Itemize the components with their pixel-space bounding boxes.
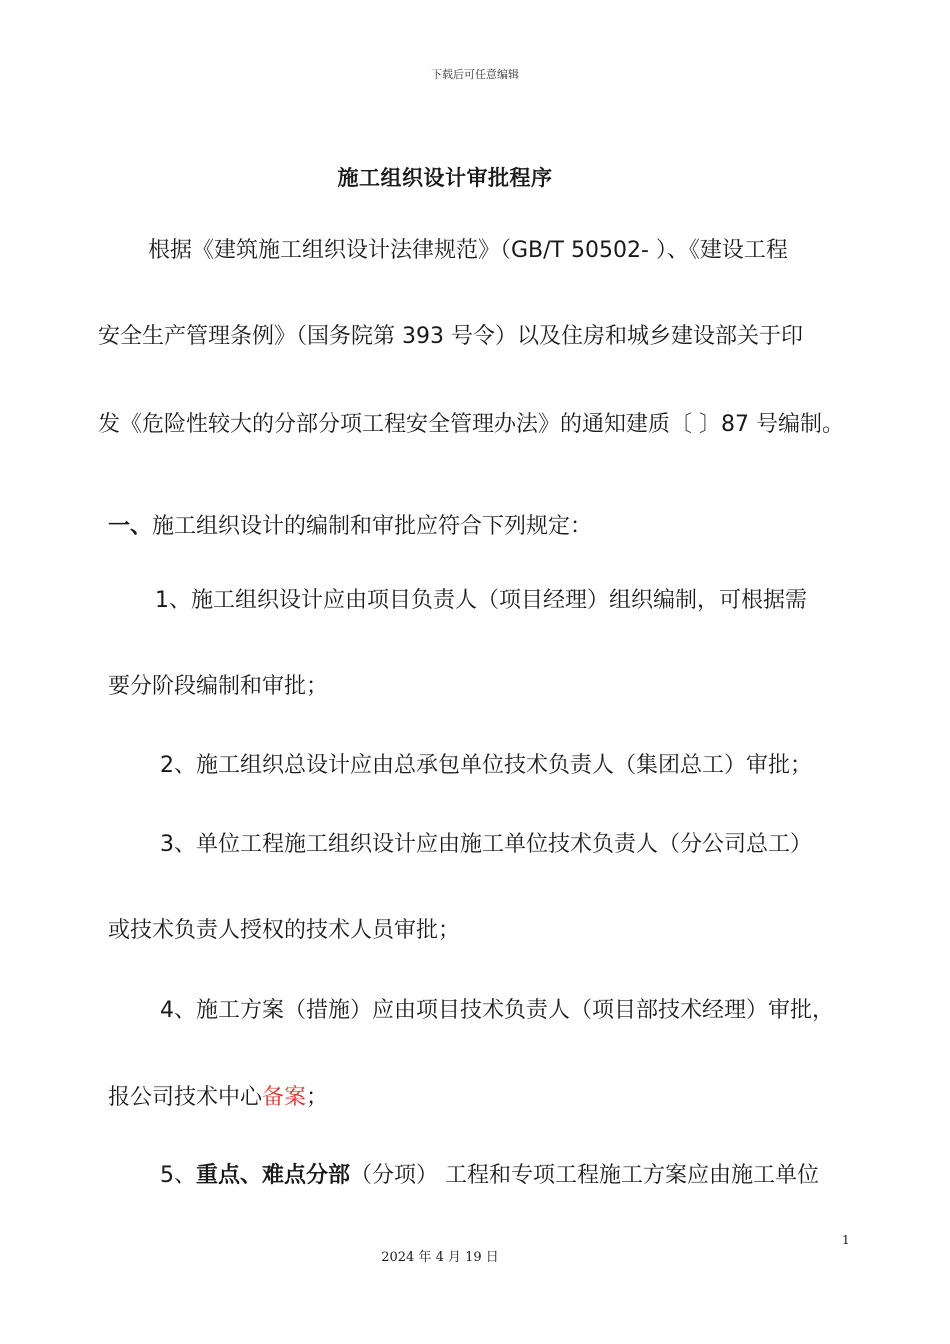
- page-header: 下载后可任意编辑: [431, 68, 519, 81]
- item-2: 2、施工组织总设计应由总承包单位技术负责人（集团总工）审批；: [160, 753, 812, 778]
- item-4-text: 报公司技术中心: [108, 1085, 263, 1110]
- item-1-line-2: 要分阶段编制和审批；: [108, 674, 329, 699]
- item-5-number: 5、: [160, 1163, 196, 1188]
- item-5-line-1: [160, 1161, 819, 1191]
- item-5-bold-text: 重点、难点分部: [196, 1163, 351, 1188]
- item-4-line-1: 4、施工方案（措施）应由项目技术负责人（项目部技术经理）审批，: [160, 998, 834, 1023]
- item-3-line-2: 或技术负责人授权的技术人员审批；: [108, 918, 461, 943]
- section-1-text: 施工组织设计的编制和审批应符合下列规定：: [152, 514, 593, 539]
- item-4-line-2: [108, 1083, 328, 1113]
- intro-line-3: 发《危险性较大的分部分项工程安全管理办法》的通知建质〔 〕87 号编制。: [98, 412, 844, 437]
- footer-date: 2024 年 4 月 19 日: [381, 1250, 499, 1265]
- highlight-text: 备案: [262, 1085, 307, 1110]
- page-number: 1: [842, 1233, 850, 1247]
- item-3-line-1: 3、单位工程施工组织设计应由施工单位技术负责人（分公司总工）: [160, 832, 812, 857]
- section-1-number: 一、: [108, 514, 153, 539]
- item-1-line-1: 1、施工组织设计应由项目负责人（项目经理）组织编制，可根据需: [155, 588, 807, 613]
- item-5-text: （分项） 工程和专项工程施工方案应由施工单位: [350, 1163, 820, 1188]
- intro-line-2: 安全生产管理条例》（国务院第 393 号令）以及住房和城乡建设部关于印: [98, 324, 803, 349]
- intro-line-1: 根据《建筑施工组织设计法律规范》（GB/T 50502- ）、《建设工程: [148, 238, 788, 263]
- section-1-heading: [108, 512, 592, 542]
- item-4-punct: ；: [306, 1085, 329, 1110]
- document-title: 施工组织设计审批程序: [337, 166, 553, 190]
